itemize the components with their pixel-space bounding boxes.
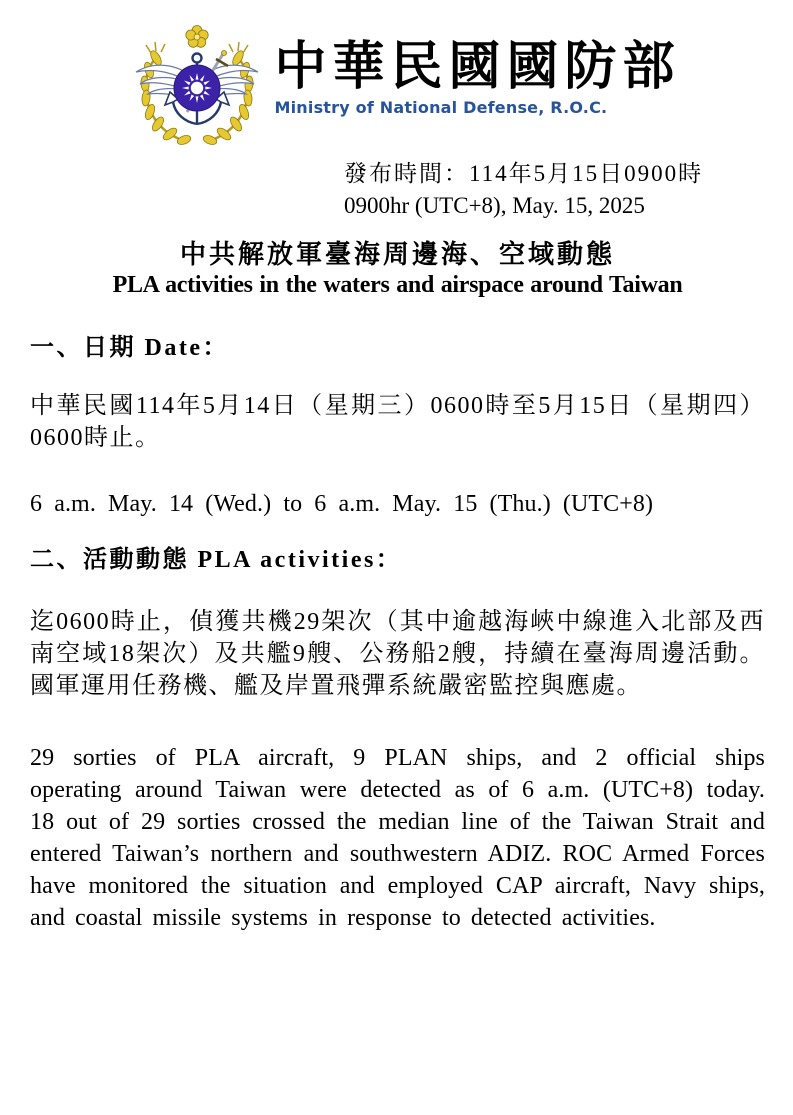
plum-blossom-icon <box>186 26 208 48</box>
activities-paragraph-zh: 迄0600時止，偵獲共機29架次（其中逾越海峽中線進入北部及西南空域18架次）及共艦9艘、公務船2艘，持續在臺海周邊活動。國軍運用任務機、艦及岸置飛彈系統嚴密監控與應處。 <box>30 609 765 699</box>
release-time-zh: 發布時間：114年5月15日0900時 <box>344 161 704 186</box>
release-time <box>344 158 765 222</box>
roc-sun-disc-icon <box>174 65 220 111</box>
header-text <box>274 24 680 117</box>
section-date <box>30 332 765 520</box>
document-title <box>30 240 765 300</box>
release-time-en: 0900hr (UTC+8), May. 15, 2025 <box>344 193 645 218</box>
date-paragraph-en: 6 a.m. May. 14 (Wed.) to 6 a.m. May. 15 (Thu.) (UTC+8) <box>30 491 654 517</box>
document-body <box>0 158 793 934</box>
date-paragraph-zh: 中華民國114年5月14日（星期三）0600時至5月15日（星期四）0600時止。 <box>30 393 765 451</box>
document-title-en: PLA activities in the waters and airspace around Taiwan <box>112 272 683 298</box>
header <box>20 0 793 148</box>
section-activities <box>30 544 765 934</box>
org-title-zh: 中華民國國防部 <box>274 39 681 96</box>
org-title-en: Ministry of National Defense, R.O.C. <box>274 98 608 117</box>
activities-paragraph-en: 29 sorties of PLA aircraft, 9 PLAN ships, and 2 official ships operating around Taiwan were detected as of 6 a.m. (UTC+8) today. 18 out of 29 sorties crossed the median line of the Taiwan Strait and entered Taiwan’s northern and southwestern ADIZ. ROC Armed Forces have monitored the situation and employed CAP aircraft, Navy ships, and coastal missile systems in response to detected activities. <box>30 745 765 931</box>
section-date-heading: 一、日期 Date： <box>30 335 229 361</box>
document-title-zh: 中共解放軍臺海周邊海、空域動態 <box>179 240 615 269</box>
section-activities-heading: 二、活動動態 PLA activities： <box>30 547 403 573</box>
mnd-roc-emblem-icon <box>132 24 262 148</box>
